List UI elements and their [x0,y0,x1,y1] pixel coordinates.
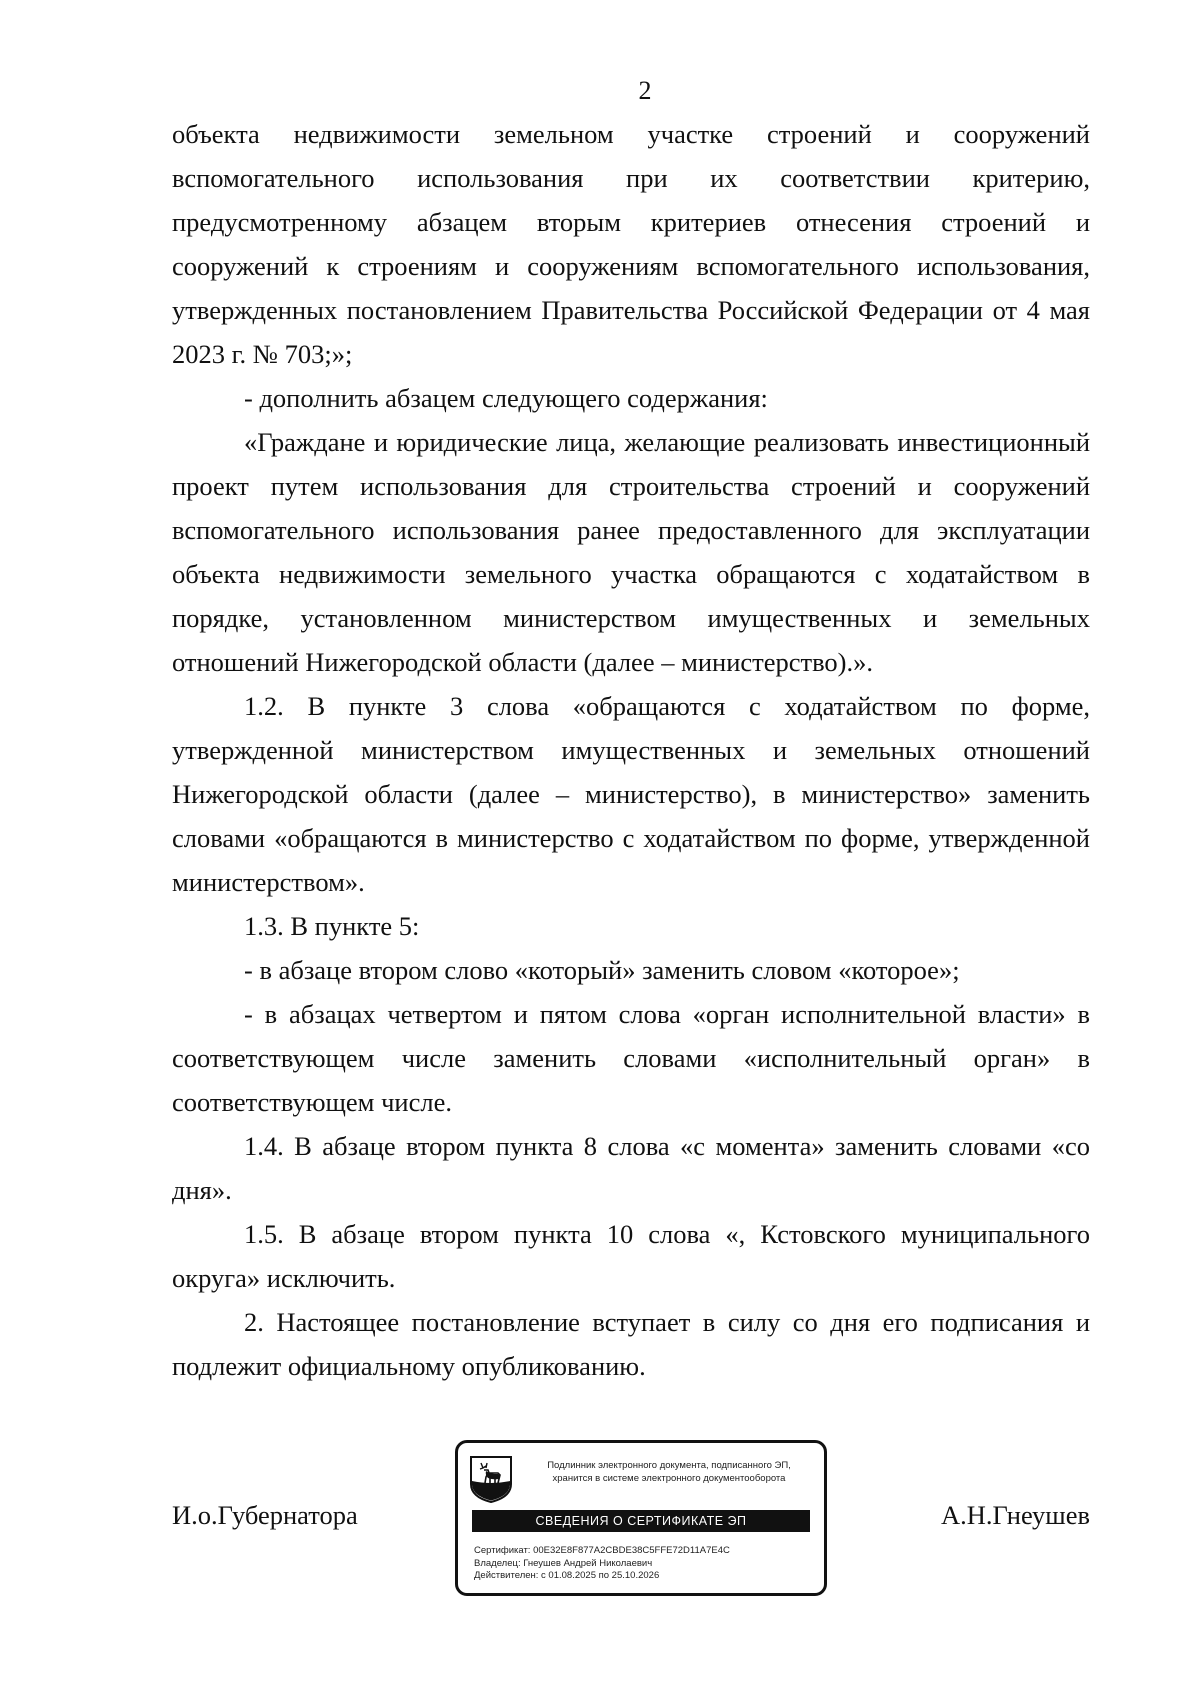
signatory-name: А.Н.Гнеушев [940,1500,1090,1530]
certificate-owner: Владелец: Гнеушев Андрей Николаевич [474,1557,653,1569]
stamp-header [522,1459,816,1485]
paragraph: 1.5. В абзаце втором пункта 10 слова «, Кстовского муниципального округа» исключить. [172,1219,1090,1293]
document-body [172,112,1090,1388]
deer-coat-of-arms-icon [468,1454,514,1504]
stamp-header-line: хранится в системе электронного документооборота [552,1473,786,1484]
stamp-details [474,1545,816,1583]
certificate-number: Сертификат: 00E32E8F877A2CBDE38C5FFE72D11A7E4C [474,1545,730,1556]
electronic-signature-stamp [455,1440,827,1596]
paragraph: 1.4. В абзаце втором пункта 8 слова «с момента» заменить словами «со дня». [172,1131,1090,1205]
signatory-position: И.о.Губернатора [172,1500,358,1530]
page-number: 2 [638,76,652,105]
signature-block [172,1440,1090,1600]
stamp-title: СВЕДЕНИЯ О СЕРТИФИКАТЕ ЭП [472,1510,810,1532]
paragraph: - дополнить абзацем следующего содержания: [244,383,768,413]
paragraph: «Граждане и юридические лица, желающие реализовать инвестиционный проект путем использования для строительства строений и сооружений вспомогательного использования ранее предоставленного для эксплуатации объекта недвижимости земельного участка обращаются с ходатайством в порядке, установленном министерством имущественных и земельных отношений Нижегородской области (далее – министерство).». [172,427,1090,677]
paragraph: 1.2. В пункте 3 слова «обращаются с ходатайством по форме, утвержденной министерством имущественных и земельных отношений Нижегородской области (далее – министерство), в министерство» заменить словами «обращаются в министерство с ходатайством по форме, утвержденной министерством». [172,691,1090,897]
stamp-header-line: Подлинник электронного документа, подписанного ЭП, [547,1460,791,1471]
paragraph: - в абзаце втором слово «который» заменить словом «которое»; [244,955,960,985]
paragraph: 2. Настоящее постановление вступает в силу со дня его подписания и подлежит официальному опубликованию. [172,1307,1090,1381]
paragraph: объекта недвижимости земельном участке строений и сооружений вспомогательного использования при их соответствии критерию, предусмотренному абзацем вторым критериев отнесения строений и сооружений к строениям и сооружениям вспомогательного использования, утвержденных постановлением Правительства Российской Федерации от 4 мая 2023 г. № 703;»; [172,119,1090,369]
paragraph: - в абзацах четвертом и пятом слова «орган исполнительной власти» в соответствующем числе заменить словами «исполнительный орган» в соответствующем числе. [172,999,1090,1117]
paragraph: 1.3. В пункте 5: [244,911,420,941]
certificate-validity: Действителен: с 01.08.2025 по 25.10.2026 [474,1570,660,1581]
